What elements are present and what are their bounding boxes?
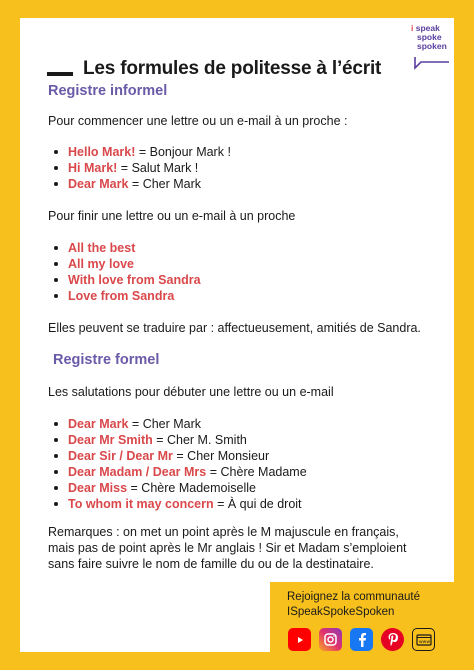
- list-item: All my love: [48, 256, 201, 272]
- page-title: Les formules de politesse à l’écrit: [83, 58, 382, 79]
- brand-logo: [411, 24, 451, 74]
- list-item: All the best: [48, 240, 201, 256]
- informal-end-list: [48, 240, 201, 304]
- list-item: Dear Mr Smith = Cher M. Smith: [48, 432, 307, 448]
- pinterest-icon[interactable]: [381, 628, 404, 651]
- footer-line-2: ISpeakSpokeSpoken: [287, 606, 395, 618]
- informal-intro-end: Pour finir une lettre ou un e-mail à un proche: [48, 209, 296, 223]
- remark-line: mais pas de point après le Mr anglais ! Sir et Madam s’emploient: [48, 541, 407, 555]
- informal-heading: Registre informel: [48, 83, 168, 99]
- remark-paragraph: [48, 524, 407, 572]
- list-item: With love from Sandra: [48, 272, 201, 288]
- youtube-icon[interactable]: [288, 628, 311, 651]
- list-item: To whom it may concern = À qui de droit: [48, 496, 307, 512]
- document-page: [20, 18, 454, 652]
- logo-line-1: speak: [415, 23, 440, 33]
- facebook-icon[interactable]: [350, 628, 373, 651]
- footer-banner: [270, 582, 454, 670]
- list-item: Dear Mark = Cher Mark: [48, 416, 307, 432]
- remark-line: sans faire suivre le nom de famille du ou de la destinataire.: [48, 557, 374, 571]
- list-item: Dear Miss = Chère Mademoiselle: [48, 480, 307, 496]
- list-item: Hello Mark! = Bonjour Mark !: [48, 144, 231, 160]
- list-item: Dear Madam / Dear Mrs = Chère Madame: [48, 464, 307, 480]
- footer-text: [287, 590, 420, 620]
- speech-bubble-icon: [411, 56, 451, 70]
- informal-start-list: [48, 144, 231, 192]
- website-icon[interactable]: [412, 628, 435, 651]
- social-icons: [288, 628, 435, 651]
- instagram-icon[interactable]: [319, 628, 342, 651]
- list-item: Dear Sir / Dear Mr = Cher Monsieur: [48, 448, 307, 464]
- formal-intro: Les salutations pour débuter une lettre ou un e-mail: [48, 385, 334, 399]
- informal-intro-start: Pour commencer une lettre ou un e-mail à un proche :: [48, 114, 348, 128]
- list-item: Dear Mark = Cher Mark: [48, 176, 231, 192]
- footer-line-1: Rejoignez la communauté: [287, 591, 420, 603]
- logo-line-3: spoken: [417, 41, 447, 51]
- list-item: Hi Mark! = Salut Mark !: [48, 160, 231, 176]
- formal-heading: Registre formel: [53, 352, 160, 368]
- svg-text:www: www: [418, 639, 430, 645]
- remark-line: Remarques : on met un point après le M majuscule en français,: [48, 525, 399, 539]
- logo-line-2: spoke: [417, 32, 442, 42]
- list-item: Love from Sandra: [48, 288, 201, 304]
- title-bar: [47, 58, 381, 80]
- logo-dot: i: [411, 23, 414, 33]
- title-dash: [47, 72, 73, 76]
- formal-list: [48, 416, 307, 512]
- translation-note: Elles peuvent se traduire par : affectueusement, amitiés de Sandra.: [48, 321, 421, 335]
